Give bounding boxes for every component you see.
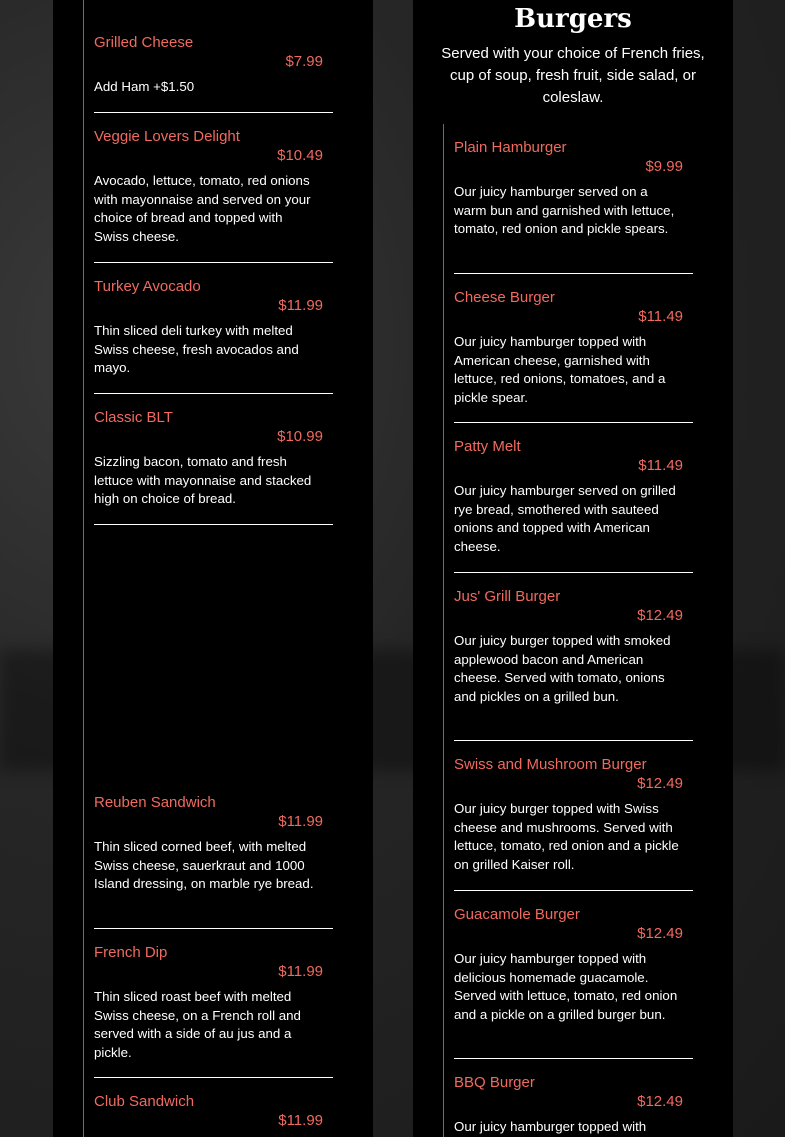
item-name: Guacamole Burger (454, 906, 580, 923)
item-price: $11.99 (278, 963, 323, 980)
item-price: $11.49 (638, 457, 683, 474)
item-name: French Dip (94, 944, 168, 961)
item-price: $10.99 (277, 428, 323, 445)
item-name: Swiss and Mushroom Burger (454, 756, 647, 773)
item-name: Jus' Grill Burger (454, 588, 561, 605)
item-price: $12.49 (637, 1093, 683, 1110)
item-description: Add Ham +$1.50 (94, 79, 195, 94)
item-price: $10.49 (277, 147, 323, 164)
item-description: Our juicy hamburger topped with (454, 1119, 647, 1134)
divider (94, 393, 333, 394)
item-name: Reuben Sandwich (94, 794, 216, 811)
divider (454, 422, 693, 423)
item-price: $12.49 (637, 925, 683, 942)
item-description: Our juicy hamburger served on a warm bun and garnished with lettuce, tomato, red onion and pickle spears. (454, 184, 675, 237)
item-name: Grilled Cheese (94, 34, 194, 51)
section-subtitle: Served with your choice of French fries, cup of soup, fresh fruit, side salad, or coleslaw. (441, 45, 705, 106)
divider (94, 1077, 333, 1078)
item-name: Plain Hamburger (454, 139, 567, 156)
divider (94, 112, 333, 113)
item-description: Our juicy burger topped with Swiss cheese and mushrooms. Served with lettuce, tomato, red onion and a pickle on grilled Kaiser roll. (454, 801, 679, 872)
divider (454, 890, 693, 891)
item-description: Our juicy hamburger served on grilled rye bread, smothered with sauteed onions and topped with American cheese. (454, 483, 676, 554)
divider (454, 572, 693, 573)
item-description: Thin sliced corned beef, with melted Swiss cheese, sauerkraut and 1000 Island dressing, on marble rye bread. (94, 839, 314, 892)
item-price: $12.49 (637, 775, 683, 792)
item-price: $11.99 (278, 1112, 323, 1129)
divider (454, 740, 693, 741)
accent-rail (443, 124, 444, 1137)
item-description: Sizzling bacon, tomato and fresh lettuce with mayonnaise and stacked high on choice of bread. (94, 454, 312, 507)
item-description: Our juicy burger topped with smoked applewood bacon and American cheese. Served with tomato, onions and pickles on a grilled bun. (454, 633, 671, 704)
item-description: Avocado, lettuce, tomato, red onions with mayonnaise and served on your choice of bread and topped with Swiss cheese. (94, 173, 311, 244)
item-name: Classic BLT (94, 409, 173, 426)
item-price: $12.49 (637, 607, 683, 624)
divider (454, 1058, 693, 1059)
burgers-panel (413, 0, 733, 1137)
item-name: BBQ Burger (454, 1074, 535, 1091)
item-price: $11.99 (278, 297, 323, 314)
item-name: Cheese Burger (454, 289, 555, 306)
item-name: Turkey Avocado (94, 278, 201, 295)
item-price: $11.49 (638, 308, 683, 325)
item-description: Our juicy hamburger topped with American cheese, garnished with lettuce, red onions, tomatoes, and a pickle spear. (454, 334, 666, 405)
item-description: Thin sliced roast beef with melted Swiss cheese, on a French roll and served with a side of au jus and a pickle. (94, 989, 301, 1060)
item-price: $9.99 (645, 158, 683, 175)
divider (94, 262, 333, 263)
divider (454, 273, 693, 274)
sandwiches-panel (53, 0, 373, 1137)
item-description: Thin sliced deli turkey with melted Swiss cheese, fresh avocados and mayo. (94, 323, 299, 376)
item-price: $11.99 (278, 813, 323, 830)
accent-rail (83, 0, 84, 1137)
item-name: Club Sandwich (94, 1093, 195, 1110)
item-price: $7.99 (285, 53, 323, 70)
item-name: Veggie Lovers Delight (94, 128, 240, 145)
item-name: Patty Melt (454, 438, 521, 455)
item-description: Our juicy hamburger topped with delicious homemade guacamole. Served with lettuce, tomato, red onion and a pickle on a grilled burger bun. (454, 951, 678, 1022)
section-title: Burgers (514, 4, 632, 34)
divider (94, 928, 333, 929)
divider (94, 524, 333, 525)
